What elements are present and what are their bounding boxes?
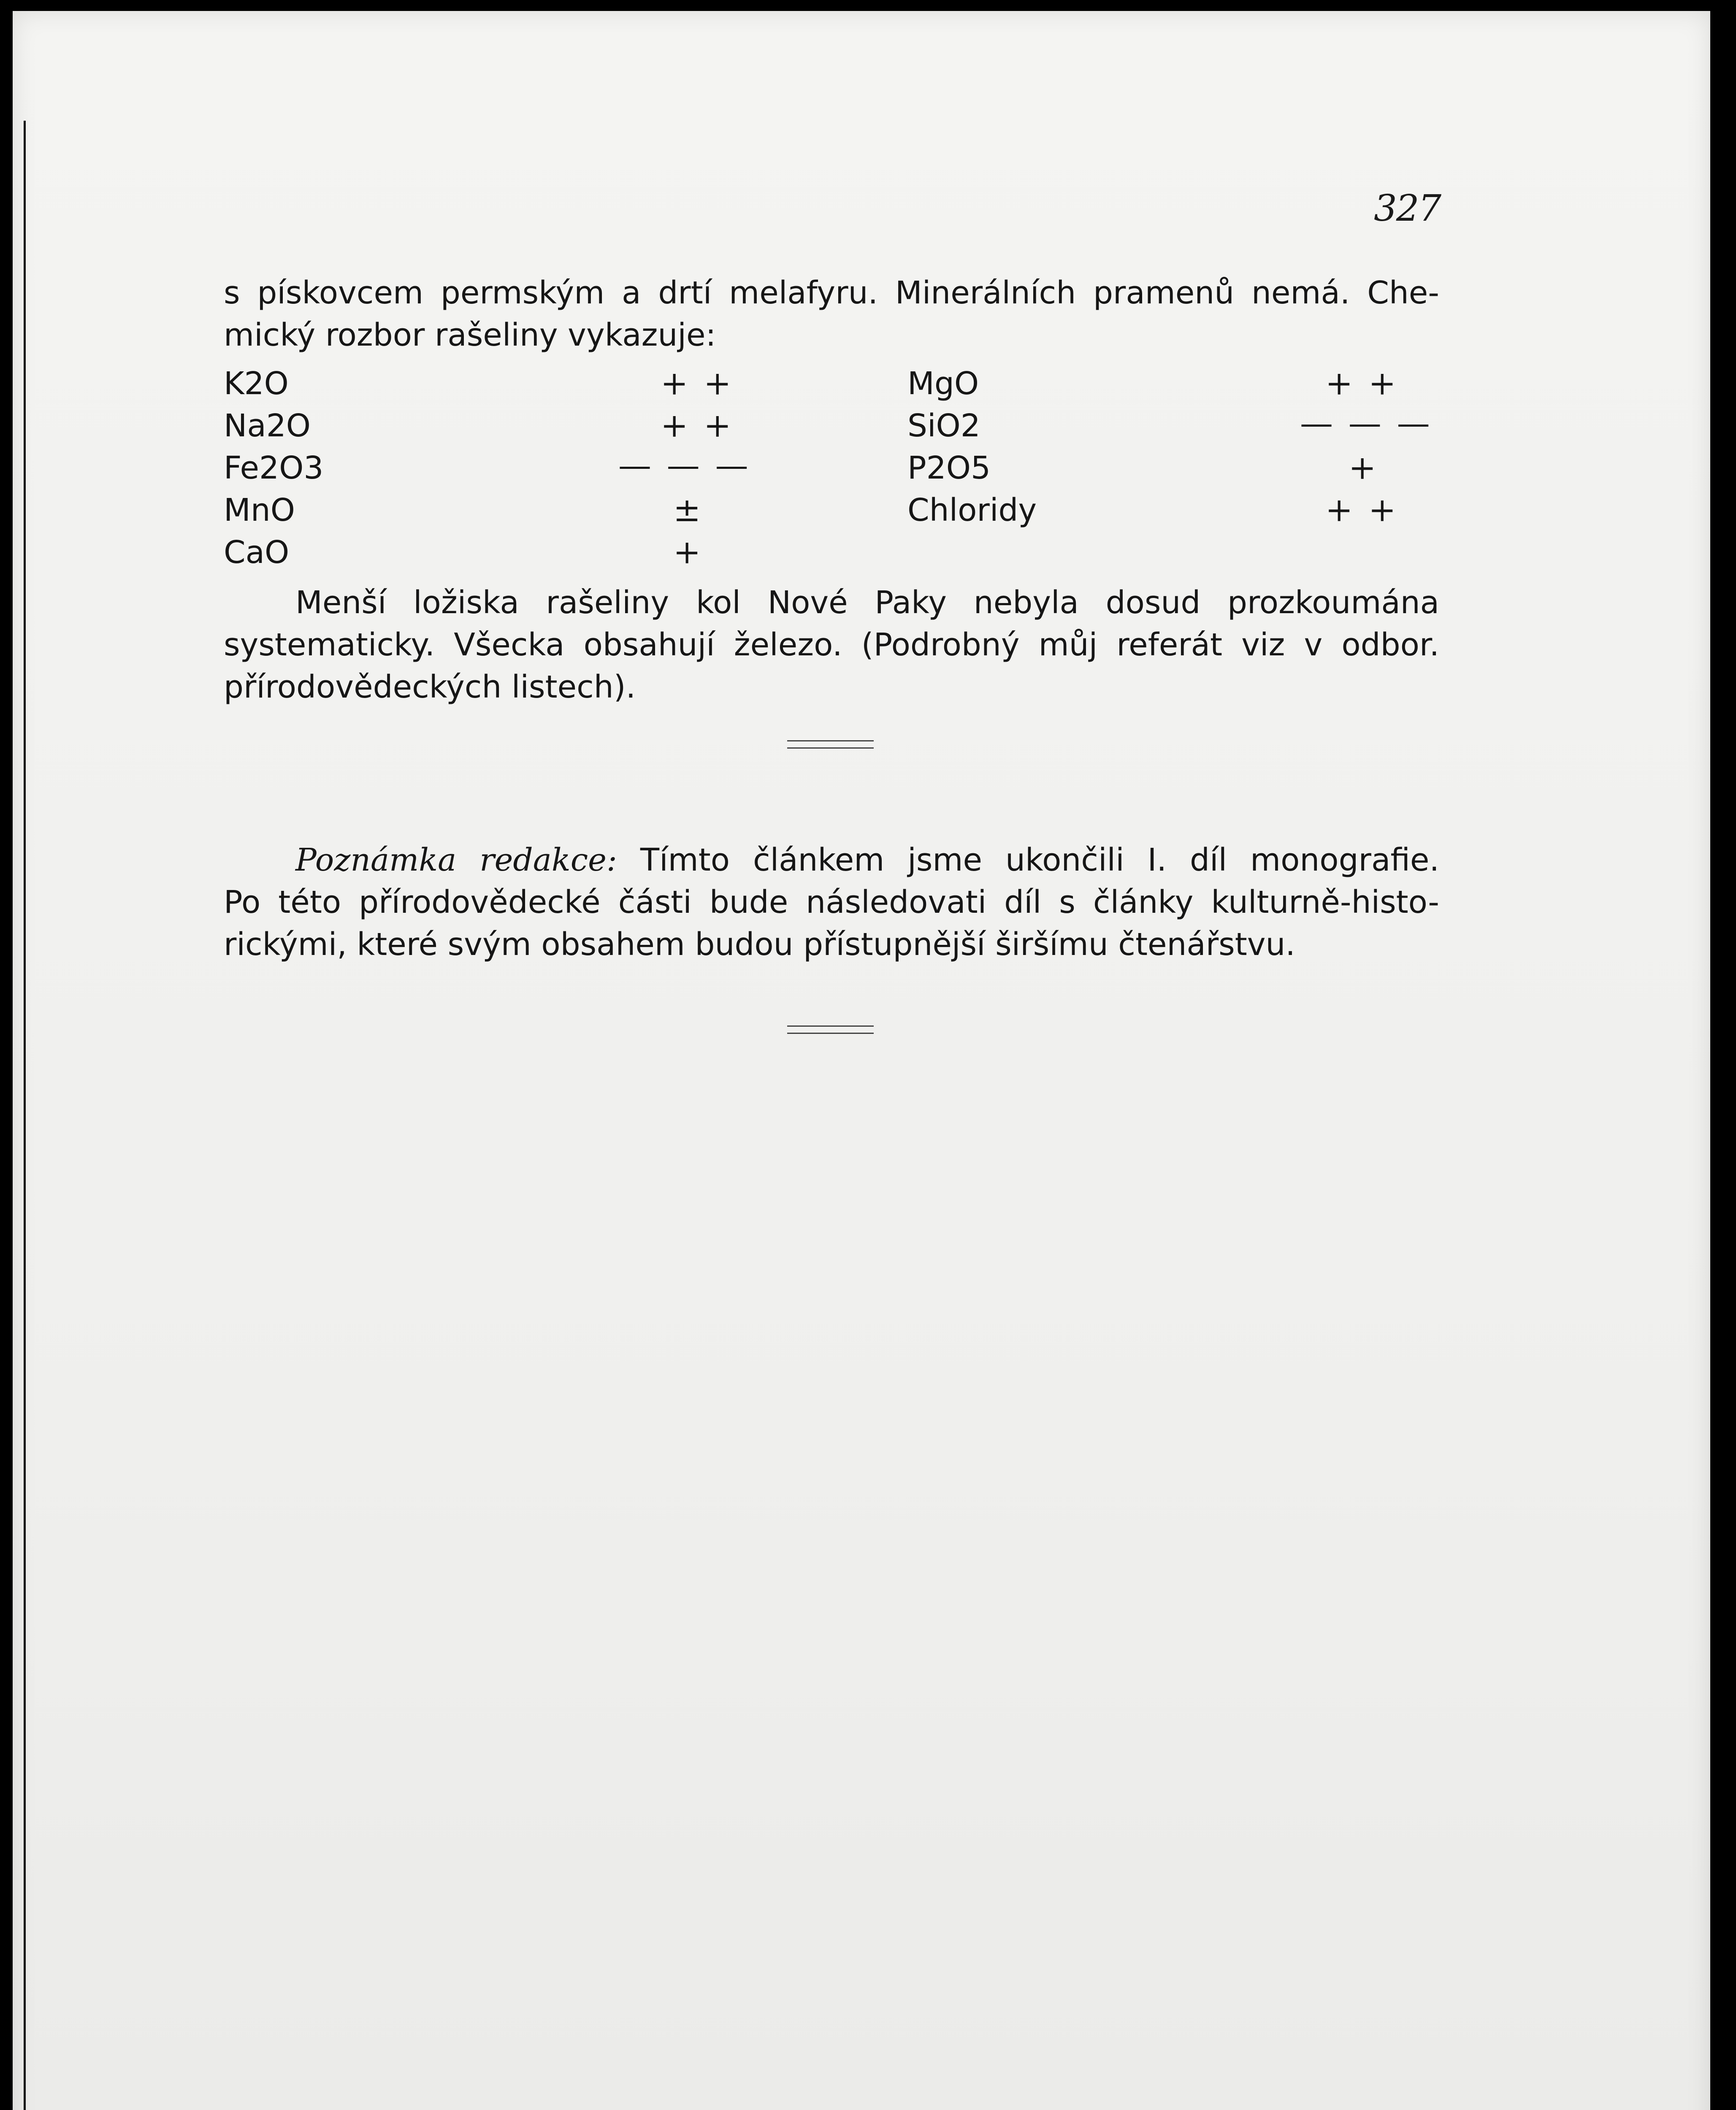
value-na2o: + + xyxy=(661,407,734,445)
compound-mno: MnO xyxy=(224,492,295,528)
binding-edge xyxy=(24,121,26,2110)
compound-chloridy: Chloridy xyxy=(907,492,1037,528)
end-separator xyxy=(787,1025,874,1034)
value-cao: + xyxy=(673,533,704,571)
paragraph-line-2: systematicky. Všecka obsahují železo. (Podrobný můj referát viz v odbor. xyxy=(224,627,1439,663)
paragraph-line-3: přírodovědeckých listech). xyxy=(224,669,636,705)
page-number: 327 xyxy=(1374,187,1441,230)
value-mgo: + + xyxy=(1325,365,1399,403)
section-separator xyxy=(787,740,874,749)
value-chloridy: + + xyxy=(1325,491,1399,529)
compound-sio2: SiO2 xyxy=(907,408,980,444)
compound-cao: CaO xyxy=(224,534,290,571)
intro-line-2: mický rozbor rašeliny vykazuje: xyxy=(224,317,716,353)
value-fe2o3: — — — xyxy=(618,446,751,484)
note-line-3: rickými, které svým obsahem budou přístupnější širšímu čtenářstvu. xyxy=(224,926,1295,963)
compound-p2o5: P2O5 xyxy=(907,450,991,486)
note-label: Poznámka redakce: xyxy=(295,842,617,878)
compound-fe2o3: Fe2O3 xyxy=(224,450,324,486)
value-k2o: + + xyxy=(661,365,734,403)
scanned-page xyxy=(13,11,1710,2110)
value-sio2: — — — xyxy=(1300,404,1433,442)
paragraph-line-1: Menší ložiska rašeliny kol Nové Paky nebyla dosud prozkoumána xyxy=(295,584,1439,621)
note-line-1 xyxy=(295,839,1439,881)
compound-na2o: Na2O xyxy=(224,408,311,444)
value-p2o5: + xyxy=(1349,449,1379,487)
note-line-1-text: Tímto článkem jsme ukončili I. díl monografie. xyxy=(640,842,1439,878)
compound-k2o: K2O xyxy=(224,365,289,402)
intro-line-1: s pískovcem permským a drtí melafyru. Minerálních pramenů nemá. Che- xyxy=(224,275,1439,311)
note-line-2: Po této přírodovědecké části bude následovati díl s články kulturně-histo- xyxy=(224,884,1439,920)
value-mno: ± xyxy=(673,491,704,529)
compound-mgo: MgO xyxy=(907,365,979,402)
